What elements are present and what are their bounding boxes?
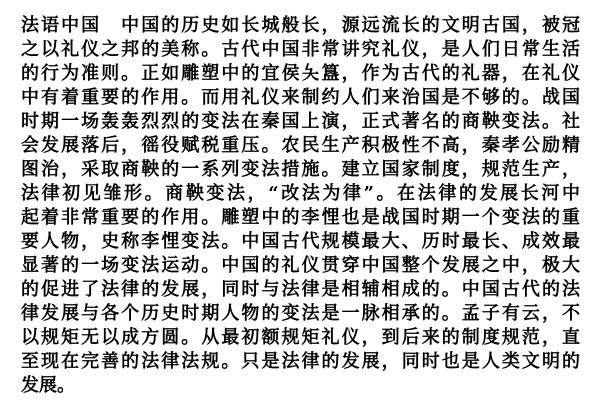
text-line-11: 显著的一场变法运动。中国的礼仪贯穿中国整个发展之中，极大 [21, 255, 580, 276]
text-line-9: 起着非常重要的作用。雕塑中的李悝也是战国时期一个变法的重 [21, 207, 580, 228]
text-line-3: 的行为准则。正如雕塑中的宜侯夨簋，作为古代的礼器，在礼仪 [21, 63, 580, 84]
text-line-6: 会发展落后，徭役赋税重压。农民生产积极性不高，秦孝公励精 [21, 135, 580, 156]
text-line-7: 图治，采取商鞅的一系列变法措施。建立国家制度，规范生产， [21, 159, 580, 180]
text-line-1: 法语中国 中国的历史如长城般长，源远流长的文明古国，被冠 [21, 15, 580, 36]
text-line-12: 的促进了法律的发展，同时与法律是相辅相成的。中国古代的法 [21, 279, 580, 300]
text-line-5: 时期一场轰轰烈烈的变法在秦国上演，正式著名的商鞅变法。社 [21, 111, 580, 132]
text-line-15: 至现在完善的法律法规。只是法律的发展，同时也是人类文明的 [21, 351, 580, 372]
text-line-2: 之以礼仪之邦的美称。古代中国非常讲究礼仪，是人们日常生活 [21, 39, 580, 60]
text-line-16: 发展。 [21, 375, 75, 396]
text-line-13: 律发展与各个历史时期人物的变法是一脉相承的。孟子有云，不 [21, 303, 580, 324]
text-line-8: 法律初见雏形。商鞅变法，“改法为律”。在法律的发展长河中 [21, 183, 580, 204]
text-line-10: 要人物，史称李悝变法。中国古代规模最大、历时最长、成效最 [21, 231, 580, 252]
text-line-14: 以规矩无以成方圆。从最初额规矩礼仪，到后来的制度规范，直 [21, 327, 580, 348]
text-line-4: 中有着重要的作用。而用礼仪来制约人们来治国是不够的。战国 [21, 87, 580, 108]
